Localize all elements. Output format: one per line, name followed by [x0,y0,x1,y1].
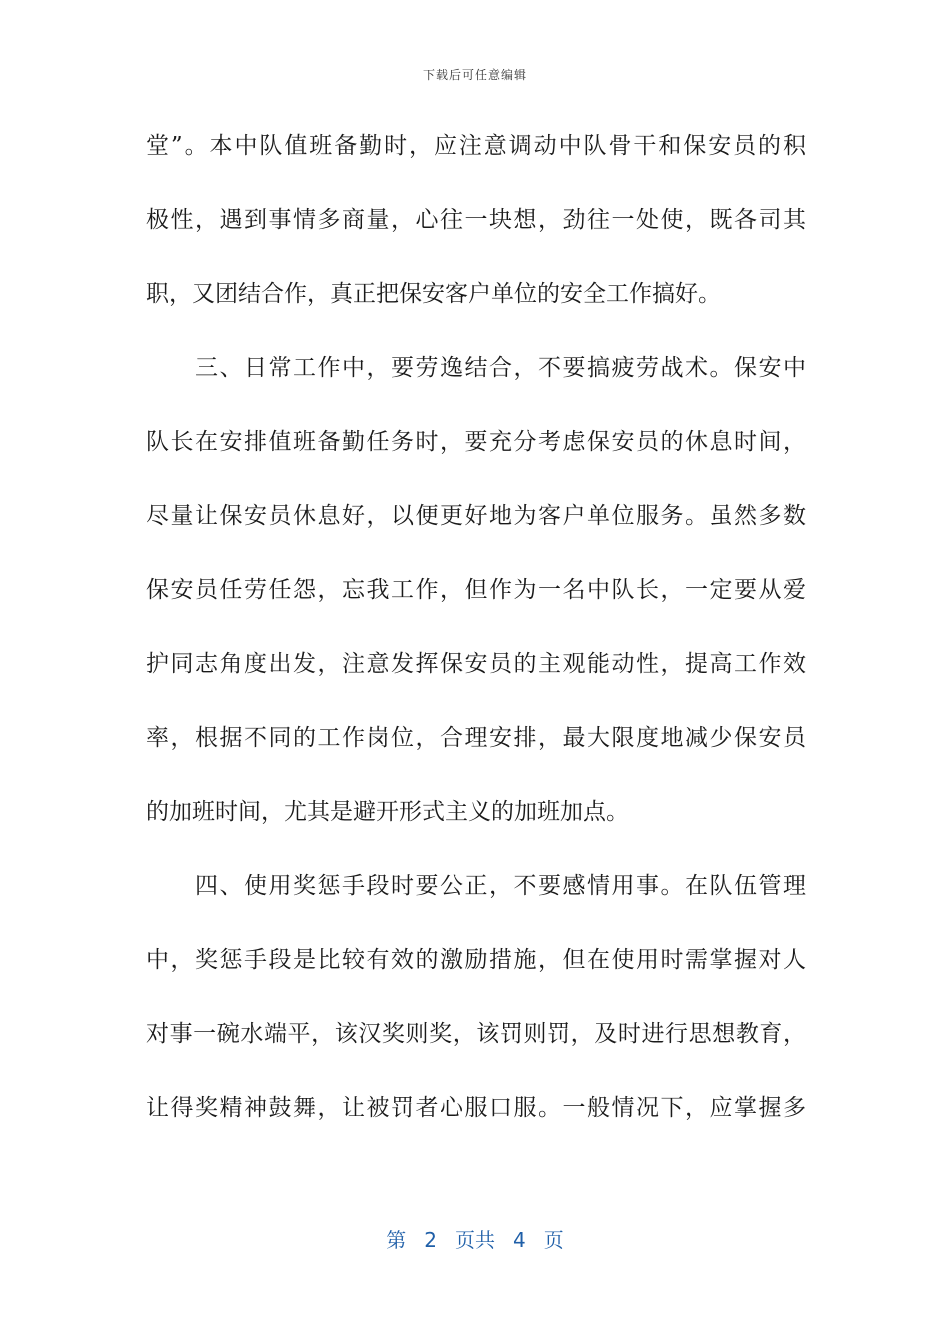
footer-suffix: 页 [543,1228,564,1252]
page-header [0,66,950,83]
text-line-6: 尽量让保安员休息好，以便更好地为客户单位服务。虽然多数 [146,503,806,529]
text-line-7: 保安员任劳任怨，忘我工作，但作为一名中队长，一定要从爱 [146,577,806,603]
page-footer [0,1224,950,1253]
text-line-9: 率，根据不同的工作岗位，合理安排，最大限度地减少保安员 [146,725,806,751]
text-line-3: 职，又团结合作，真正把保安客户单位的安全工作搞好。 [146,281,721,307]
text-line-5: 队长在安排值班备勤任务时，要充分考虑保安员的休息时间， [146,429,806,455]
text-line-8: 护同志角度出发，注意发挥保安员的主观能动性，提高工作效 [146,651,806,677]
text-line-4: 三、日常工作中，要劳逸结合，不要搞疲劳战术。保安中 [146,355,806,381]
header-text: 下载后可任意编辑 [422,68,527,82]
document-body [146,118,806,1154]
text-line-2: 极性，遇到事情多商量，心往一块想，劲往一处使，既各司其 [146,207,806,233]
footer-prefix: 第 [386,1228,407,1252]
text-line-12: 中，奖惩手段是比较有效的激励措施，但在使用时需掌握对人 [146,947,806,973]
text-line-10: 的加班时间，尤其是避开形式主义的加班加点。 [146,799,629,825]
text-line-13: 对事一碗水端平，该汉奖则奖，该罚则罚，及时进行思想教育， [146,1021,806,1047]
footer-total-pages: 4 [513,1228,526,1252]
text-line-14: 让得奖精神鼓舞，让被罚者心服口服。一般情况下，应掌握多 [146,1095,806,1121]
text-line-1: 堂”。本中队值班备勤时，应注意调动中队骨干和保安员的积 [146,133,806,159]
text-line-11: 四、使用奖惩手段时要公正，不要感情用事。在队伍管理 [146,873,806,899]
footer-middle: 页共 [455,1228,495,1252]
footer-current-page: 2 [424,1228,437,1252]
